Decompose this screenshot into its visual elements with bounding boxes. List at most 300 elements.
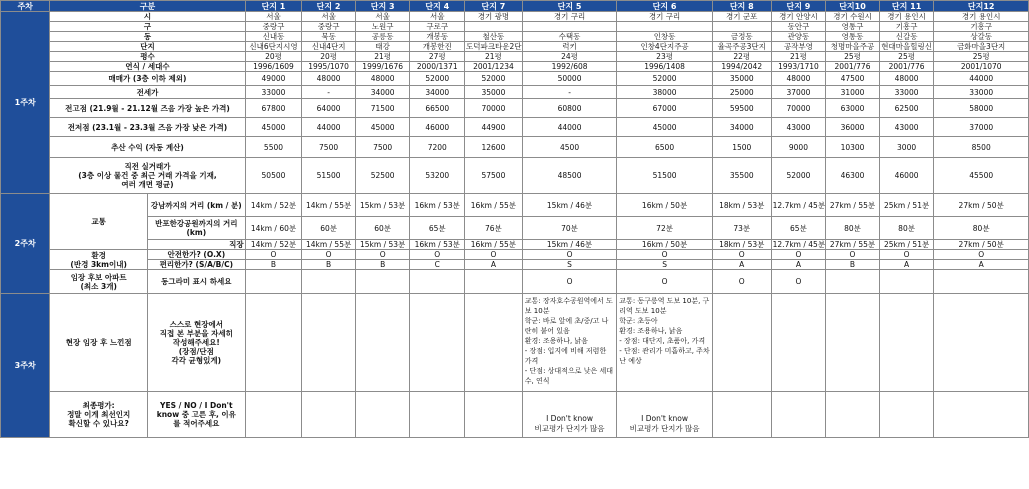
job-cell[interactable]: 12.7km / 45분 xyxy=(772,240,826,249)
value-cell[interactable]: 22평 xyxy=(712,52,771,62)
value-cell[interactable]: 1993/1710 xyxy=(771,62,826,72)
value-cell[interactable]: 45000 xyxy=(617,118,713,137)
value-cell[interactable]: 율곡주공3단지 xyxy=(712,42,771,52)
value-cell[interactable]: 1996/1609 xyxy=(245,62,302,72)
value-cell[interactable]: 동안구 xyxy=(771,22,826,32)
row-label: 구 xyxy=(50,22,245,32)
value-cell[interactable]: 12600 xyxy=(465,137,523,158)
header-complex: 단지 2 xyxy=(302,1,356,12)
value-cell[interactable]: 2001/776 xyxy=(879,62,934,72)
row-week1 xyxy=(1,99,1029,118)
gangnam-cell[interactable]: 12.7km / 45분 xyxy=(771,194,826,217)
header-complex: 단지 6 xyxy=(617,1,713,12)
value-cell[interactable]: 신내동 xyxy=(245,32,302,42)
value-cell[interactable]: 59500 xyxy=(712,99,771,118)
value-cell[interactable]: 45500 xyxy=(934,158,1029,194)
gangnam-cell[interactable]: 25km / 51분 xyxy=(879,194,934,217)
env-label-line: (반경 3km이내) xyxy=(70,259,127,269)
value-cell[interactable] xyxy=(617,22,713,32)
candidate-cell[interactable] xyxy=(245,270,302,294)
final-hint-line: know 중 고른 후, 이유 xyxy=(156,410,236,419)
value-cell[interactable]: 기흥구 xyxy=(879,22,934,32)
impression-note-line: 환경: 조용하나, 낡음 xyxy=(619,327,683,335)
impression-note-line: 학군: 바로 앞에 초/중/고 나란히 붙어 있음 xyxy=(524,317,609,335)
value-cell[interactable]: 경기 용인시 xyxy=(879,12,934,22)
header-complex: 단지 5 xyxy=(522,1,617,12)
impression-note-line: 교통: 동구릉역 도보 10분, 구리역 도보 10분 xyxy=(619,297,710,315)
conv-cell[interactable]: A xyxy=(465,260,523,270)
impression-note-line: 환경: 조용하나, 낡음 xyxy=(524,337,588,345)
candidate-label xyxy=(50,270,148,294)
value-cell[interactable]: 7500 xyxy=(302,137,356,158)
header-category: 구분 xyxy=(50,1,245,12)
gangnam-cell[interactable]: 16km / 53분 xyxy=(410,194,465,217)
value-cell[interactable]: 금정동 xyxy=(712,32,771,42)
value-cell[interactable]: 44000 xyxy=(302,118,356,137)
candidate-cell[interactable] xyxy=(465,270,523,294)
value-cell[interactable]: 경기 용인시 xyxy=(934,12,1029,22)
row-gangnam xyxy=(1,194,1029,217)
candidate-cell[interactable] xyxy=(879,270,934,294)
job-cell[interactable]: 15km / 46분 xyxy=(522,240,617,250)
value-cell[interactable]: 1995/1070 xyxy=(302,62,356,72)
gangnam-cell[interactable]: 18km / 53분 xyxy=(712,194,771,217)
conv-cell[interactable]: A xyxy=(712,260,771,270)
value-cell[interactable]: 67000 xyxy=(617,99,713,118)
value-cell[interactable]: 25평 xyxy=(879,52,934,62)
value-cell[interactable]: 서울 xyxy=(245,12,302,22)
gangnam-cell[interactable]: 27km / 55분 xyxy=(826,194,880,217)
gangnam-cell[interactable]: 15km / 53분 xyxy=(355,194,410,217)
candidate-cell[interactable] xyxy=(410,270,465,294)
value-cell[interactable]: 24평 xyxy=(522,52,617,62)
value-cell[interactable]: 노원구 xyxy=(355,22,410,32)
row-week1 xyxy=(1,118,1029,137)
banpo-cell[interactable]: 60분 xyxy=(302,217,356,240)
job-cell[interactable]: 14km / 55분 xyxy=(302,240,356,250)
banpo-cell[interactable]: 73분 xyxy=(712,217,771,240)
value-cell[interactable]: 개봉동 xyxy=(410,32,465,42)
job-cell[interactable]: 18km / 53분 xyxy=(712,240,771,250)
impression-note[interactable] xyxy=(826,294,880,392)
value-cell[interactable]: 27평 xyxy=(410,52,465,62)
conv-cell[interactable]: B xyxy=(826,260,880,270)
value-cell[interactable]: 34000 xyxy=(712,118,771,137)
banpo-cell[interactable]: 60분 xyxy=(355,217,410,240)
banpo-cell[interactable]: 72분 xyxy=(617,217,713,240)
value-cell[interactable]: 48000 xyxy=(355,72,410,86)
row-week1 xyxy=(1,12,1029,22)
value-cell[interactable]: 영통구 xyxy=(826,22,880,32)
impression-note[interactable] xyxy=(245,294,302,392)
gangnam-cell[interactable]: 27km / 50분 xyxy=(934,194,1029,217)
final-eval-line: 비교평가 단지가 많음 xyxy=(629,424,700,433)
value-cell[interactable]: 52000 xyxy=(465,72,523,86)
impression-note[interactable] xyxy=(934,294,1029,392)
value-cell[interactable]: 신내6단지시영 xyxy=(245,42,302,52)
value-cell[interactable]: 43000 xyxy=(771,118,826,137)
final-eval[interactable] xyxy=(617,392,713,438)
safe-cell[interactable]: O xyxy=(879,250,934,260)
value-cell[interactable]: 52000 xyxy=(617,72,713,86)
value-cell[interactable]: 6500 xyxy=(617,137,713,158)
job-cell[interactable]: 25km / 51분 xyxy=(879,240,934,250)
value-cell[interactable] xyxy=(465,22,523,32)
impression-label: 현장 임장 후 느낀점 xyxy=(50,294,148,392)
impression-note[interactable] xyxy=(522,294,617,392)
value-cell[interactable]: - xyxy=(302,86,356,99)
value-cell[interactable]: 현대마을힐링신 xyxy=(881,42,932,51)
value-cell[interactable]: 20평 xyxy=(245,52,302,62)
value-cell[interactable] xyxy=(522,22,617,32)
value-cell[interactable]: 46000 xyxy=(410,118,465,137)
value-cell[interactable]: 중랑구 xyxy=(245,22,302,32)
value-cell[interactable]: 57500 xyxy=(465,158,523,194)
row-label: 연식 / 세대수 xyxy=(50,62,245,72)
safe-cell[interactable]: O xyxy=(465,250,523,260)
candidate-cell[interactable]: O xyxy=(771,270,826,294)
value-cell[interactable]: 1500 xyxy=(712,137,771,158)
conv-cell[interactable]: B xyxy=(245,260,302,270)
row-week1 xyxy=(1,42,1029,52)
row-final xyxy=(1,392,1029,438)
value-cell[interactable]: 묵동 xyxy=(302,32,356,42)
safe-cell[interactable]: O xyxy=(826,250,880,260)
value-cell[interactable]: 25평 xyxy=(934,52,1029,62)
header-complex: 단지 1 xyxy=(245,1,302,12)
week-label: 3주차 xyxy=(1,294,50,438)
banpo-cell[interactable]: 80분 xyxy=(879,217,934,240)
candidate-hint: 동그라미 표시 하세요 xyxy=(147,270,245,294)
value-cell[interactable]: 51500 xyxy=(302,158,356,194)
gangnam-cell[interactable]: 14km / 52분 xyxy=(245,194,302,217)
value-cell[interactable]: 태강 xyxy=(355,42,410,52)
impression-note-line: 학군: 초등아 xyxy=(619,317,658,325)
value-cell[interactable]: 20평 xyxy=(302,52,356,62)
candidate-cell[interactable] xyxy=(302,270,356,294)
job-cell[interactable]: 15km / 53분 xyxy=(355,240,410,250)
final-eval[interactable] xyxy=(465,392,523,438)
value-cell[interactable]: 52500 xyxy=(355,158,410,194)
value-cell[interactable]: 25평 xyxy=(826,52,880,62)
value-cell[interactable]: 관양동 xyxy=(771,32,826,42)
value-cell[interactable]: 35000 xyxy=(465,86,523,99)
banpo-cell[interactable]: 80분 xyxy=(934,217,1029,240)
value-cell[interactable]: 58000 xyxy=(934,99,1029,118)
value-cell[interactable]: 경기 구리 xyxy=(617,12,713,22)
job-cell[interactable]: 27km / 55분 xyxy=(826,240,880,250)
row-impression xyxy=(1,294,1029,392)
value-cell[interactable]: 50000 xyxy=(522,72,617,86)
value-cell[interactable]: 8500 xyxy=(934,137,1029,158)
row-label: 추산 수익 (자동 계산) xyxy=(50,137,245,158)
candidate-cell[interactable] xyxy=(934,270,1029,294)
value-cell[interactable]: 44000 xyxy=(522,118,617,137)
value-cell[interactable]: 1992/608 xyxy=(522,62,617,72)
value-cell[interactable]: 48000 xyxy=(771,72,826,86)
value-cell[interactable]: 영통동 xyxy=(826,32,880,42)
row-week1 xyxy=(1,62,1029,72)
job-cell[interactable]: 16km / 55분 xyxy=(465,240,523,250)
value-cell[interactable]: 70000 xyxy=(771,99,826,118)
value-cell[interactable]: 경기 안양시 xyxy=(771,12,826,22)
value-cell[interactable]: 35500 xyxy=(712,158,771,194)
value-cell[interactable]: 33000 xyxy=(879,86,934,99)
final-eval-line: 비교평가 단지가 많음 xyxy=(534,424,605,433)
value-cell[interactable]: 35000 xyxy=(712,72,771,86)
value-cell[interactable]: 44000 xyxy=(934,72,1029,86)
final-eval[interactable] xyxy=(879,392,934,438)
value-cell[interactable]: 33000 xyxy=(245,86,302,99)
candidate-cell[interactable] xyxy=(826,270,880,294)
safe-cell[interactable]: O xyxy=(355,250,410,260)
candidate-cell[interactable]: O xyxy=(522,270,617,294)
impression-note-line: 교통: 장자호수공원역에서 도보 10분 xyxy=(524,297,613,315)
value-cell[interactable]: 33000 xyxy=(934,86,1029,99)
value-cell[interactable]: 중랑구 xyxy=(302,22,356,32)
safe-cell[interactable]: O xyxy=(302,250,356,260)
value-cell[interactable]: 인창4단지주공 xyxy=(617,42,713,52)
value-cell[interactable]: 37000 xyxy=(934,118,1029,137)
value-cell[interactable]: - xyxy=(522,86,617,99)
value-cell[interactable]: 도덕파크타운2단 xyxy=(466,42,522,51)
banpo-cell[interactable]: 70분 xyxy=(522,217,617,240)
value-cell[interactable]: 49000 xyxy=(245,72,302,86)
value-cell[interactable]: 경기 구리 xyxy=(522,12,617,22)
final-hint xyxy=(147,392,245,438)
value-cell[interactable]: 2000/1371 xyxy=(410,62,465,72)
impression-note[interactable] xyxy=(302,294,356,392)
value-cell[interactable]: 38000 xyxy=(617,86,713,99)
env-label xyxy=(50,250,148,270)
safe-cell[interactable]: O xyxy=(771,250,826,260)
row-week1 xyxy=(1,22,1029,32)
final-eval[interactable] xyxy=(245,392,302,438)
impression-note[interactable] xyxy=(879,294,934,392)
value-cell[interactable]: 7500 xyxy=(355,137,410,158)
impression-note[interactable] xyxy=(355,294,410,392)
conv-cell[interactable]: A xyxy=(879,260,934,270)
final-label-line: 정말 이게 최선인지 xyxy=(67,410,131,419)
value-cell[interactable]: 21평 xyxy=(355,52,410,62)
conv-cell[interactable]: S xyxy=(617,260,713,270)
row-label: 전고점 (21.9월 - 21.12월 즈음 가장 높은 가격) xyxy=(50,99,245,118)
value-cell[interactable]: 상갈동 xyxy=(934,32,1029,42)
value-cell[interactable]: 21평 xyxy=(771,52,826,62)
value-cell[interactable]: 37000 xyxy=(771,86,826,99)
value-cell[interactable]: 46300 xyxy=(826,158,880,194)
safe-cell[interactable]: O xyxy=(245,250,302,260)
value-cell[interactable]: 1996/1408 xyxy=(617,62,713,72)
final-eval[interactable] xyxy=(355,392,410,438)
final-label xyxy=(50,392,148,438)
final-label-line: 확신할 수 있나요? xyxy=(68,419,129,428)
value-cell[interactable]: 44900 xyxy=(465,118,523,137)
final-eval[interactable] xyxy=(712,392,771,438)
value-cell[interactable]: 45000 xyxy=(245,118,302,137)
banpo-cell[interactable]: 65분 xyxy=(771,217,826,240)
value-cell[interactable]: 개봉한진 xyxy=(410,42,465,52)
value-cell[interactable]: 70000 xyxy=(465,99,523,118)
gangnam-label: 강남까지의 거리 (km / 분) xyxy=(147,194,245,217)
candidate-cell[interactable]: O xyxy=(617,270,713,294)
safe-cell[interactable]: O xyxy=(410,250,465,260)
value-cell[interactable]: 64000 xyxy=(302,99,356,118)
week-label: 1주차 xyxy=(1,12,50,194)
value-cell[interactable] xyxy=(712,22,771,32)
candidate-label-line: 임장 후보 아파트 xyxy=(70,272,127,282)
final-hint-line: 를 적어주세요 xyxy=(173,419,220,428)
value-cell[interactable]: 서울 xyxy=(410,12,465,22)
value-cell[interactable]: 경기 광명 xyxy=(465,12,523,22)
value-cell[interactable]: 52000 xyxy=(410,72,465,86)
value-cell[interactable]: 51500 xyxy=(617,158,713,194)
value-cell[interactable]: 48000 xyxy=(879,72,934,86)
value-cell[interactable]: 공작부영 xyxy=(771,42,826,52)
value-cell[interactable]: 43000 xyxy=(879,118,934,137)
value-cell[interactable]: 31000 xyxy=(826,86,880,99)
gangnam-cell[interactable]: 14km / 55분 xyxy=(302,194,356,217)
value-cell[interactable]: 5500 xyxy=(245,137,302,158)
value-cell[interactable]: 1994/2042 xyxy=(712,62,771,72)
value-cell[interactable]: 10300 xyxy=(826,137,880,158)
impression-hint-line: (장점/단점 xyxy=(178,347,214,356)
value-cell[interactable]: 2001/1234 xyxy=(465,62,523,72)
value-cell[interactable]: 경기 군포 xyxy=(712,12,771,22)
final-eval[interactable] xyxy=(522,392,617,438)
value-cell[interactable]: 60800 xyxy=(522,99,617,118)
value-cell[interactable]: 34000 xyxy=(355,86,410,99)
job-cell[interactable]: 16km / 50분 xyxy=(617,240,713,250)
candidate-cell[interactable] xyxy=(355,270,410,294)
final-eval[interactable] xyxy=(934,392,1029,438)
final-eval[interactable] xyxy=(410,392,465,438)
value-cell[interactable]: 66500 xyxy=(410,99,465,118)
header-complex: 단지12 xyxy=(934,1,1029,12)
gangnam-cell[interactable]: 15km / 46분 xyxy=(522,194,617,217)
value-cell[interactable]: 금화마을3단지 xyxy=(934,42,1029,52)
gangnam-cell[interactable]: 16km / 55분 xyxy=(465,194,523,217)
value-cell[interactable]: 청명마을주공 xyxy=(826,42,880,52)
value-cell[interactable]: 48000 xyxy=(302,72,356,86)
value-cell[interactable]: 63000 xyxy=(826,99,880,118)
value-cell[interactable]: 서울 xyxy=(355,12,410,22)
impression-note[interactable] xyxy=(712,294,771,392)
header-complex: 단지 8 xyxy=(712,1,771,12)
value-cell[interactable]: 52000 xyxy=(771,158,826,194)
impression-note[interactable] xyxy=(465,294,523,392)
final-eval[interactable] xyxy=(302,392,356,438)
header-complex: 단지 4 xyxy=(410,1,465,12)
value-cell[interactable]: 67800 xyxy=(245,99,302,118)
impression-note[interactable] xyxy=(617,294,713,392)
row-label: 단지 xyxy=(50,42,245,52)
conv-cell[interactable]: A xyxy=(771,260,826,270)
impression-hint-line: 작성해주세요! xyxy=(172,338,220,347)
value-cell[interactable]: 50500 xyxy=(245,158,302,194)
value-cell[interactable]: 수택동 xyxy=(522,32,617,42)
value-cell[interactable]: 34000 xyxy=(410,86,465,99)
gangnam-cell[interactable]: 16km / 50분 xyxy=(617,194,713,217)
row-label-line: 직전 실거래가 xyxy=(124,162,171,171)
job-cell[interactable]: 14km / 52분 xyxy=(245,240,302,250)
final-eval[interactable] xyxy=(771,392,826,438)
value-cell[interactable]: 철산동 xyxy=(465,32,523,42)
impression-note[interactable] xyxy=(410,294,465,392)
value-cell[interactable]: 62500 xyxy=(879,99,934,118)
safe-cell[interactable]: O xyxy=(617,250,713,260)
value-cell[interactable]: 3000 xyxy=(879,137,934,158)
value-cell[interactable]: 럭키 xyxy=(522,42,617,52)
value-cell[interactable]: 구로구 xyxy=(410,22,465,32)
job-cell[interactable]: 16km / 53분 xyxy=(410,240,465,250)
row-label: 동 xyxy=(50,32,245,42)
value-cell[interactable]: 신내4단지 xyxy=(302,42,356,52)
env-label-line: 환경 xyxy=(91,250,106,260)
value-cell[interactable]: 53200 xyxy=(410,158,465,194)
value-cell[interactable]: 36000 xyxy=(826,118,880,137)
header-complex: 단지10 xyxy=(826,1,880,12)
value-cell[interactable]: 46000 xyxy=(879,158,934,194)
value-cell[interactable]: 인창동 xyxy=(617,32,713,42)
value-cell[interactable]: 25000 xyxy=(712,86,771,99)
row-label: 평수 xyxy=(50,52,245,62)
banpo-cell[interactable]: 14km / 60분 xyxy=(245,217,302,240)
row-week1 xyxy=(1,32,1029,42)
value-cell[interactable]: 45000 xyxy=(355,118,410,137)
value-cell[interactable]: 48500 xyxy=(522,158,617,194)
value-cell[interactable]: 47500 xyxy=(826,72,880,86)
banpo-cell[interactable]: 76분 xyxy=(465,217,523,240)
impression-note[interactable] xyxy=(771,294,826,392)
value-cell[interactable]: 신갈동 xyxy=(879,32,934,42)
value-cell[interactable]: 4500 xyxy=(522,137,617,158)
conv-cell[interactable]: B xyxy=(355,260,410,270)
value-cell[interactable]: 71500 xyxy=(355,99,410,118)
conv-cell[interactable]: B xyxy=(302,260,356,270)
conv-cell[interactable]: S xyxy=(522,260,617,270)
value-cell[interactable]: 기흥구 xyxy=(934,22,1029,32)
value-cell[interactable]: 공릉동 xyxy=(355,32,410,42)
conv-cell[interactable]: C xyxy=(410,260,465,270)
safe-cell[interactable]: O xyxy=(934,250,1029,260)
header-week: 주차 xyxy=(1,1,50,12)
banpo-cell[interactable]: 65분 xyxy=(410,217,465,240)
job-cell[interactable]: 27km / 50분 xyxy=(934,240,1029,250)
conv-cell[interactable]: A xyxy=(934,260,1029,270)
safe-cell[interactable]: O xyxy=(522,250,617,260)
candidate-cell[interactable]: O xyxy=(712,270,771,294)
value-cell[interactable]: 9000 xyxy=(771,137,826,158)
value-cell[interactable]: 7200 xyxy=(410,137,465,158)
banpo-cell[interactable]: 80분 xyxy=(826,217,880,240)
value-cell[interactable]: 2001/776 xyxy=(826,62,880,72)
safe-cell[interactable]: O xyxy=(712,250,771,260)
value-cell[interactable]: 21평 xyxy=(465,52,523,62)
value-cell[interactable]: 경기 수원시 xyxy=(826,12,880,22)
impression-hint-line: 스스로 현장에서 xyxy=(169,320,223,329)
final-eval-line: I Don't know xyxy=(641,414,689,423)
value-cell[interactable]: 23평 xyxy=(617,52,713,62)
final-eval[interactable] xyxy=(826,392,880,438)
week-label: 2주차 xyxy=(1,194,50,294)
value-cell[interactable]: 1999/1676 xyxy=(355,62,410,72)
value-cell[interactable]: 서울 xyxy=(302,12,356,22)
value-cell[interactable]: 2001/1070 xyxy=(934,62,1029,72)
impression-note-line: - 단점: 관리가 미흡하고, 주차난 예상 xyxy=(619,347,710,365)
row-candidate xyxy=(1,270,1029,294)
row-week1 xyxy=(1,137,1029,158)
